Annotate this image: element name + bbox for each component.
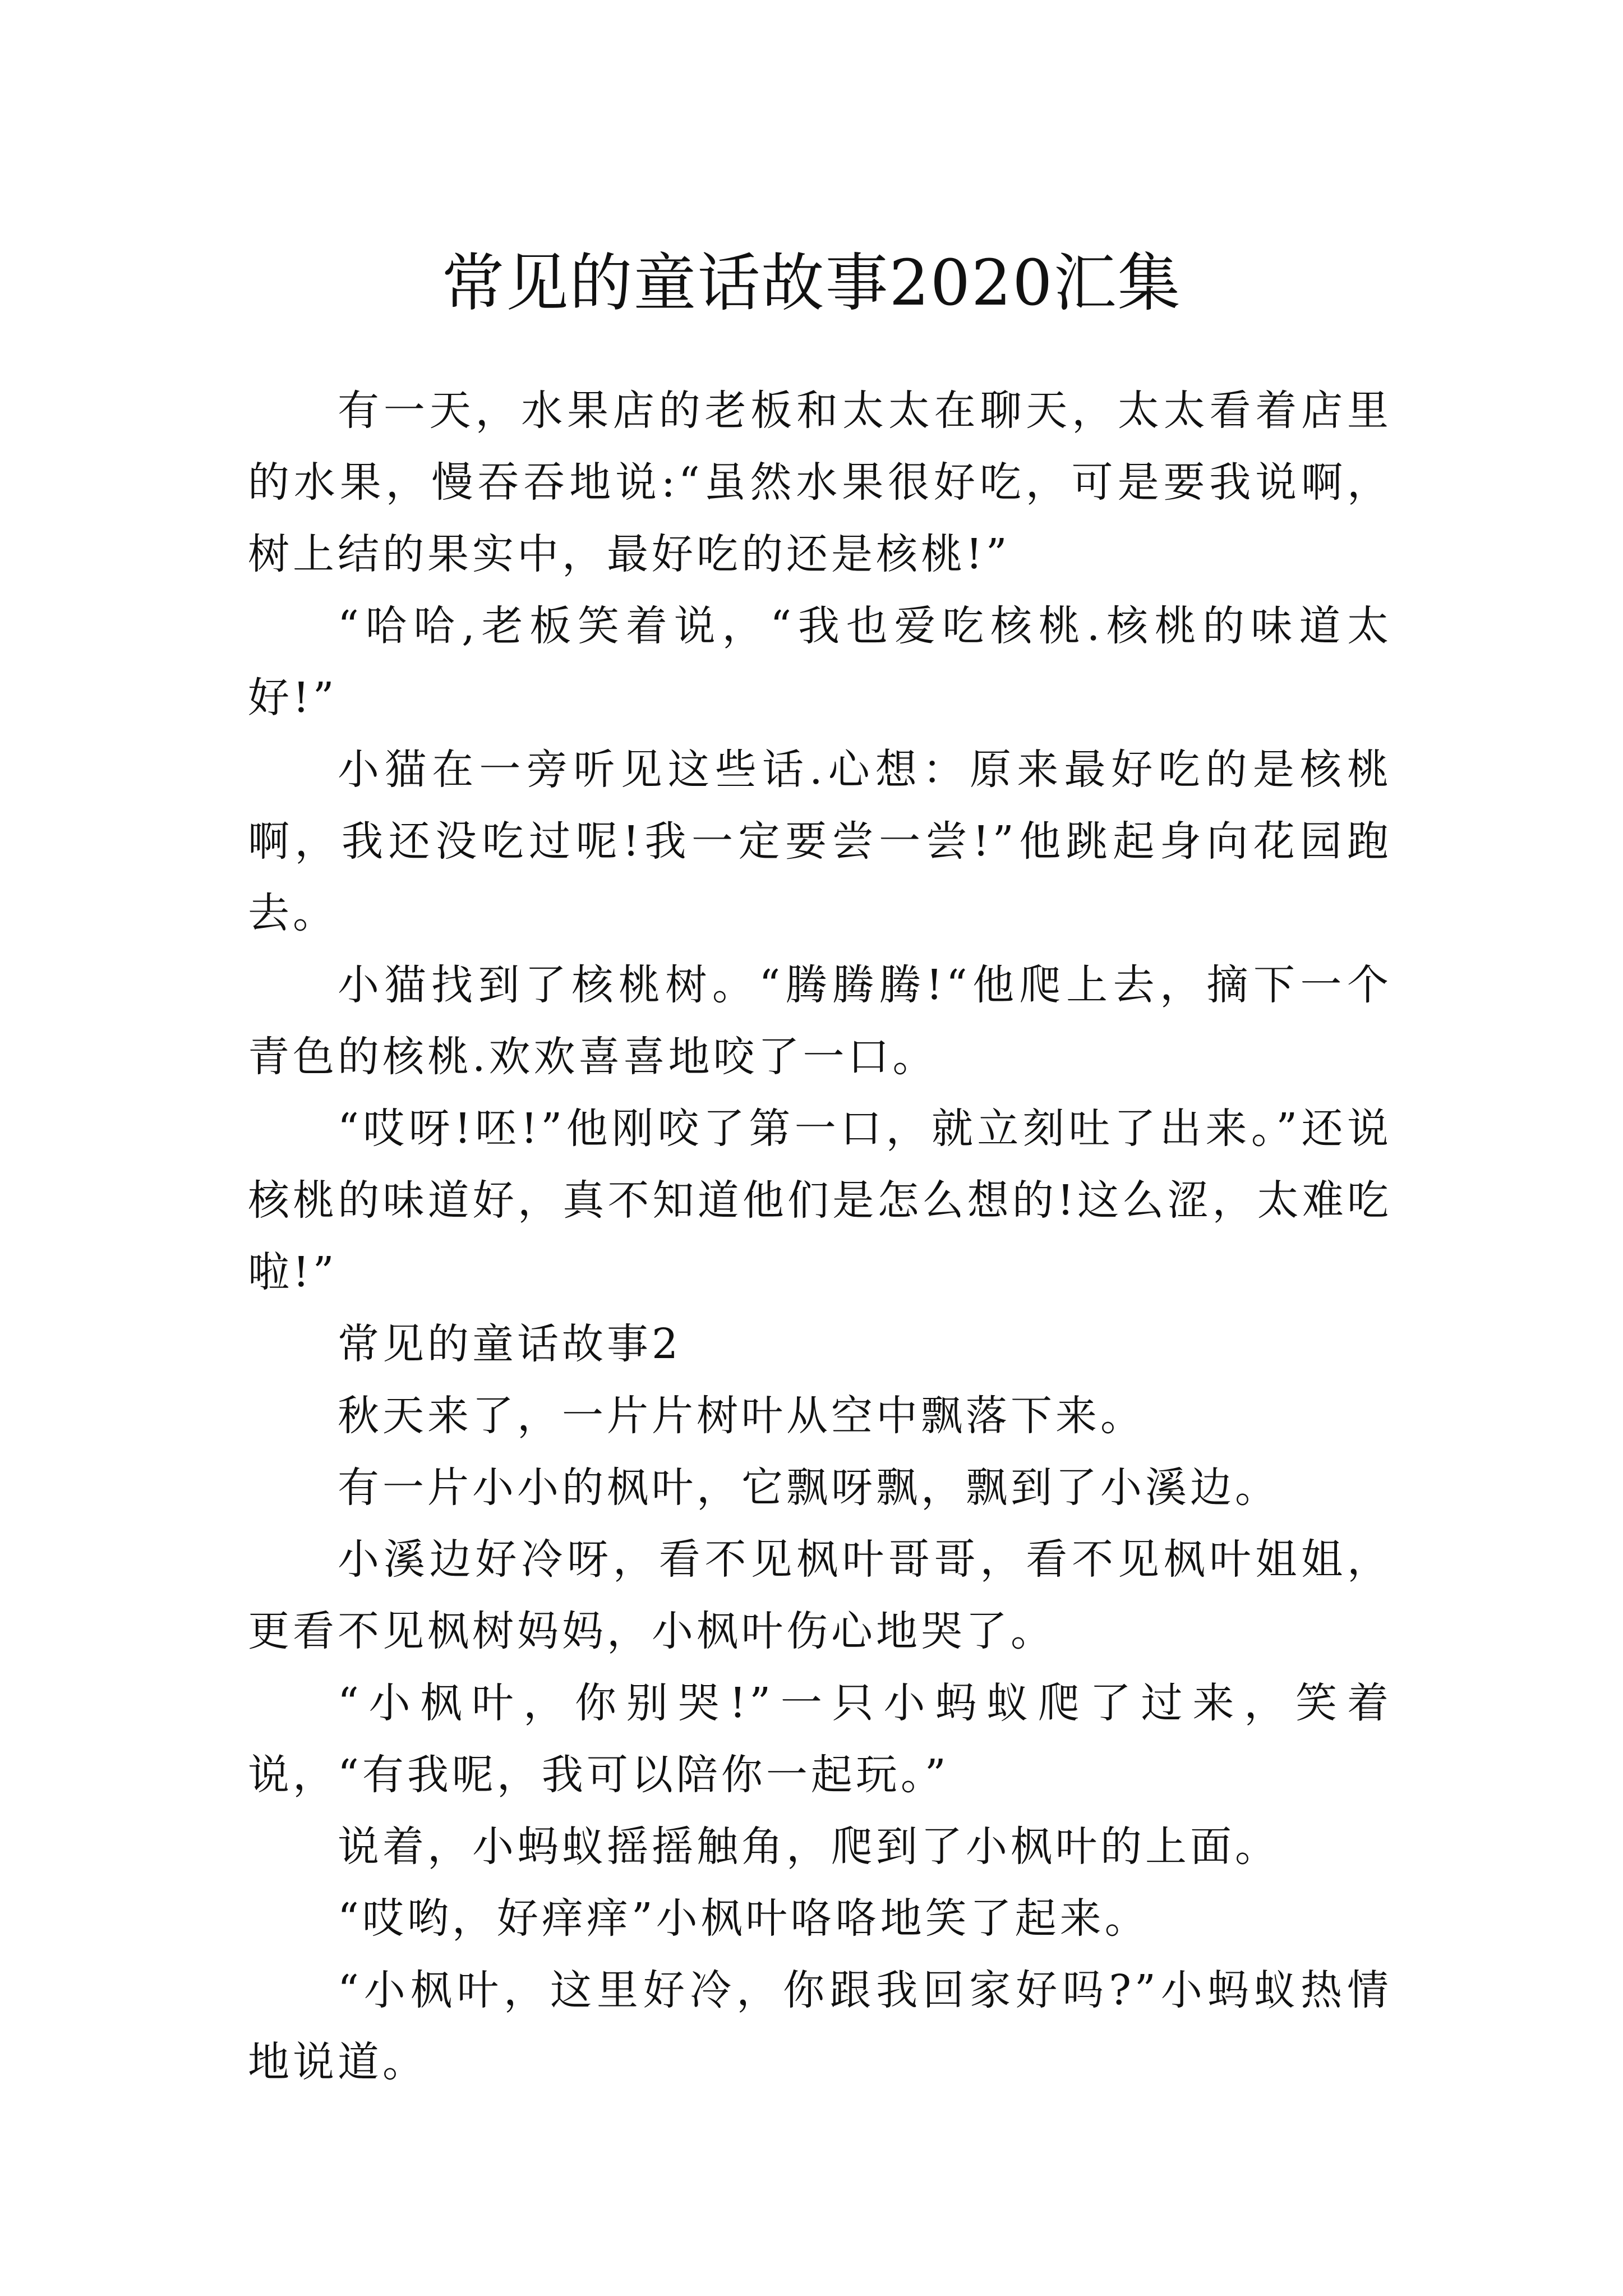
paragraph: “哈哈,老板笑着说，“我也爱吃核桃.核桃的味道太好!”	[248, 602, 1392, 722]
paragraph: 有一天，水果店的老板和太太在聊天，太太看着店里的水果，慢吞吞地说:“虽然水果很好吃，可是要我说啊，树上结的果实中，最好吃的还是核桃!”	[248, 386, 1392, 578]
paragraph: “小枫叶，这里好冷，你跟我回家好吗?”小蚂蚁热情地说道。	[248, 1966, 1392, 2086]
paragraph: “哎呀!呸!”他刚咬了第一口，就立刻吐了出来。”还说核桃的味道好，真不知道他们是怎么想的!这么涩，太难吃啦!”	[248, 1105, 1392, 1296]
paragraph: 说着，小蚂蚁摇摇触角，爬到了小枫叶的上面。	[338, 1823, 1280, 1871]
paragraph: “哎哟，好痒痒”小枫叶咯咯地笑了起来。	[338, 1894, 1150, 1943]
paragraph: “小枫叶，你别哭!”一只小蚂蚁爬了过来，笑着说，“有我呢，我可以陪你一起玩。”	[248, 1679, 1392, 1799]
paragraph: 小猫找到了核桃树。“腾腾腾!“他爬上去，摘下一个青色的核桃.欢欢喜喜地咬了一口。	[248, 961, 1392, 1081]
paragraph: 秋天来了，一片片树叶从空中飘落下来。	[338, 1392, 1145, 1440]
section-heading: 常见的童话故事2	[338, 1320, 682, 1368]
paragraph: 小溪边好冷呀，看不见枫叶哥哥，看不见枫叶姐姐，更看不见枫树妈妈，小枫叶伤心地哭了。	[248, 1535, 1392, 1655]
paragraph: 小猫在一旁听见这些话.心想：原来最好吃的是核桃啊，我还没吃过呢!我一定要尝一尝!”他跳起身向花园跑去。	[248, 746, 1392, 937]
document-title: 常见的童话故事2020汇集	[441, 247, 1182, 320]
document-body	[248, 375, 1392, 2098]
paragraph: 有一片小小的枫叶，它飘呀飘，飘到了小溪边。	[338, 1464, 1280, 1512]
